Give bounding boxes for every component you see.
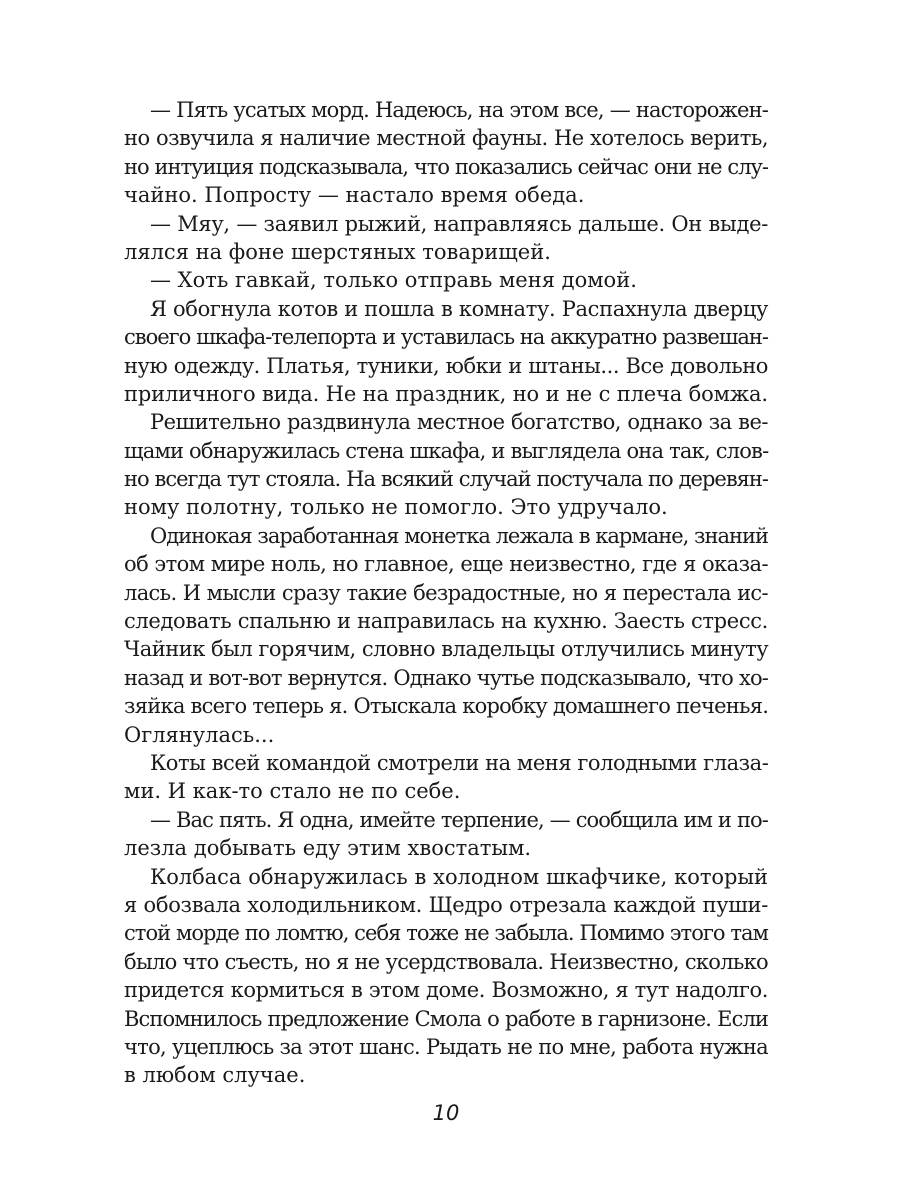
text-line: придется кормиться в этом доме. Возможно, я тут надолго. (124, 978, 768, 1003)
text-line: — Пять усатых морд. Надеюсь, на этом все, — насторожен- (150, 98, 768, 122)
body-text (124, 96, 768, 1090)
text-line: ми. И как-то стало не по себе. (124, 779, 461, 804)
text-line: Оглянулась... (124, 722, 275, 747)
text-line: но озвучила я наличие местной фауны. Не хотелось верить, (124, 126, 768, 151)
text-line: щами обнаружилась стена шкафа, и выглядела она так, слов- (124, 438, 769, 463)
text-line: об этом мире ноль, но главное, еще неизвестно, где я оказа- (124, 552, 768, 577)
text-line: что, уцеплюсь за этот шанс. Рыдать не по мне, работа нужна (124, 1034, 768, 1059)
text-line: ному полотну, только не помогло. Это удручало. (124, 495, 668, 520)
text-line: ную одежду. Платья, туники, юбки и штаны... Все довольно (124, 353, 768, 378)
text-line: своего шкафа-телепорта и уставилась на аккуратно развешан- (124, 325, 768, 350)
text-line: — Вас пять. Я одна, имейте терпение, — сообщила им и по- (150, 807, 768, 832)
text-line: назад и вот-вот вернутся. Однако чутье подсказывало, что хо- (124, 665, 768, 690)
text-line: Чайник был горячим, словно владельцы отлучились минуту (124, 637, 769, 662)
text-line: — Мяу, — заявил рыжий, направляясь дальше. Он выде- (150, 211, 768, 236)
text-line: стой морде по ломтю, себя тоже не забыла. Помимо этого там (124, 921, 768, 946)
text-line: следовать спальню и направилась на кухню. Заесть стресс. (124, 609, 768, 634)
text-line: в любом случае. (124, 1063, 306, 1088)
text-line: чайно. Попросту — настало время обеда. (124, 183, 585, 208)
text-line: было что съесть, но я не усердствовала. Неизвестно, сколько (124, 949, 768, 974)
text-line: но интуиция подсказывала, что показались сейчас они не слу- (124, 154, 768, 179)
text-line: Одинокая заработанная монетка лежала в кармане, знаний (150, 523, 768, 548)
text-line: Вспомнилось предложение Смола о работе в гарнизоне. Если (124, 1006, 768, 1031)
text-line: приличного вида. Не на праздник, но и не с плеча бомжа. (124, 381, 768, 406)
book-page (124, 96, 768, 1136)
text-line: Я обогнула котов и пошла в комнату. Распахнула дверцу (150, 296, 768, 321)
text-line: лась. И мысли сразу такие безрадостные, но я перестала ис- (124, 580, 768, 605)
text-line: зяйка всего теперь я. Отыскала коробку домашнего печенья. (124, 694, 769, 719)
text-line: — Хоть гавкай, только отправь меня домой. (150, 268, 637, 293)
text-line: Колбаса обнаружилась в холодном шкафчике, который (150, 864, 768, 889)
text-line: Коты всей командой смотрели на меня голодными глаза- (150, 750, 769, 775)
page-number: 10 (432, 1101, 460, 1125)
text-line: но всегда тут стояла. На всякий случай постучала по деревян- (124, 467, 768, 492)
text-line: Решительно раздвинула местное богатство, однако за ве- (150, 410, 768, 435)
text-line: лезла добывать еду этим хвостатым. (124, 836, 532, 861)
text-line: я обозвала холодильником. Щедро отрезала каждой пуши- (124, 892, 768, 917)
text-line: лялся на фоне шерстяных товарищей. (124, 239, 551, 264)
